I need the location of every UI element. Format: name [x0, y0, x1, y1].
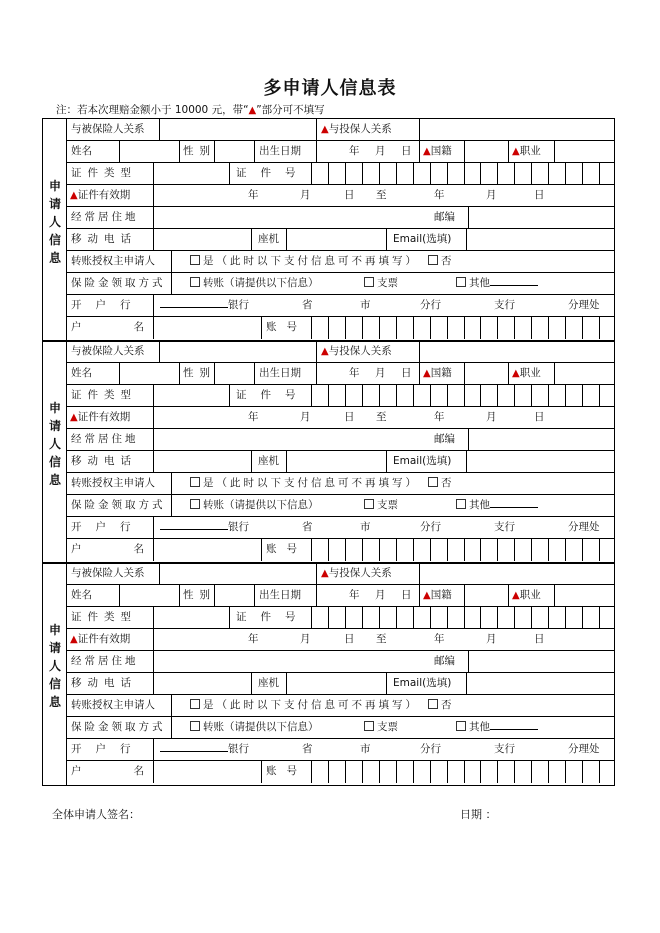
- digit-cell[interactable]: [497, 539, 514, 561]
- rel-holder-label: ▲与投保人关系: [316, 563, 419, 584]
- email-field[interactable]: [466, 229, 616, 250]
- address-row: [67, 429, 614, 451]
- postcode-label: 邮编: [434, 433, 455, 445]
- triangle-icon: ▲: [321, 346, 329, 357]
- digit-cell[interactable]: [531, 385, 548, 406]
- basic-info-row: [67, 585, 614, 607]
- date-label: 日期 ：: [460, 808, 497, 821]
- rel-insured-label: 与被保险人关系: [71, 123, 145, 135]
- email-label: Email(选填): [386, 229, 466, 250]
- birth-field[interactable]: 年 月 日: [316, 363, 419, 384]
- digit-cell[interactable]: [345, 385, 362, 406]
- phone-row: [67, 229, 614, 251]
- digit-cell[interactable]: [565, 385, 582, 406]
- authorize-label: 转账授权主申请人: [71, 477, 155, 489]
- digit-cell[interactable]: [514, 385, 531, 406]
- triangle-icon: ▲: [512, 590, 520, 601]
- cheque-checkbox[interactable]: 支票: [364, 717, 398, 738]
- digit-cell[interactable]: [582, 163, 599, 184]
- applicant-block-1: [42, 118, 615, 342]
- digit-cell[interactable]: [430, 385, 447, 406]
- signature-label: 全体申请人签名：: [52, 808, 140, 821]
- digit-cell[interactable]: [362, 317, 379, 339]
- digit-cell[interactable]: [430, 761, 447, 783]
- mobile-field[interactable]: [153, 673, 251, 694]
- address-row: [67, 207, 614, 229]
- authorize-options: [171, 473, 616, 494]
- id-no-cells[interactable]: [311, 163, 616, 184]
- digit-cell[interactable]: [396, 385, 413, 406]
- applicant-section-label: 申 请 人 信 息: [43, 341, 67, 563]
- digit-cell[interactable]: [599, 761, 616, 783]
- triangle-icon: ▲: [512, 146, 520, 157]
- occupation-field[interactable]: [554, 141, 616, 162]
- digit-cell[interactable]: [379, 539, 396, 561]
- digit-cell[interactable]: [447, 761, 464, 783]
- digit-cell[interactable]: [565, 761, 582, 783]
- digit-cell[interactable]: [565, 539, 582, 561]
- rel-insured-label: 与被保险人关系: [71, 345, 145, 357]
- landline-label: 座机: [251, 451, 286, 472]
- digit-cell[interactable]: [582, 607, 599, 628]
- triangle-icon: ▲: [70, 412, 78, 423]
- authorize-no-checkbox[interactable]: 否: [428, 695, 452, 716]
- name-field[interactable]: [119, 141, 179, 162]
- holder-field[interactable]: [153, 539, 261, 561]
- authorize-options: [171, 695, 616, 716]
- digit-cell[interactable]: [430, 607, 447, 628]
- postcode-field[interactable]: [468, 651, 616, 672]
- name-label: 姓名: [71, 145, 92, 157]
- payment-method-row: [67, 717, 614, 739]
- address-label: 经常居住地: [71, 433, 139, 445]
- digit-cell[interactable]: [497, 607, 514, 628]
- digit-cell[interactable]: [311, 607, 328, 628]
- bank-field[interactable]: 银行 省 市 分行 支行 分理处: [153, 295, 616, 316]
- nationality-field[interactable]: [464, 363, 508, 384]
- digit-cell[interactable]: [464, 607, 481, 628]
- digit-cell[interactable]: [413, 163, 430, 184]
- digit-cell[interactable]: [599, 539, 616, 561]
- id-validity-row: [67, 629, 614, 651]
- digit-cell[interactable]: [582, 539, 599, 561]
- digit-cell[interactable]: [548, 607, 565, 628]
- digit-cell[interactable]: [345, 607, 362, 628]
- digit-cell[interactable]: [379, 163, 396, 184]
- digit-cell[interactable]: [311, 317, 328, 339]
- mobile-field[interactable]: [153, 229, 251, 250]
- digit-cell[interactable]: [379, 607, 396, 628]
- mobile-label: 移动电话: [71, 677, 137, 689]
- payment-method-row: [67, 495, 614, 517]
- mobile-label: 移动电话: [71, 455, 137, 467]
- authorize-options: [171, 251, 616, 272]
- address-field[interactable]: [153, 651, 428, 672]
- digit-cell[interactable]: [379, 317, 396, 339]
- id-valid-field[interactable]: 年 月 日 至 年 月 日: [153, 185, 616, 206]
- digit-cell[interactable]: [464, 163, 481, 184]
- id-validity-row: [67, 185, 614, 207]
- digit-cell[interactable]: [531, 539, 548, 561]
- basic-info-row: [67, 363, 614, 385]
- nationality-field[interactable]: [464, 141, 508, 162]
- bank-field[interactable]: 银行 省 市 分行 支行 分理处: [153, 517, 616, 538]
- authorize-label: 转账授权主申请人: [71, 699, 155, 711]
- digit-cell[interactable]: [480, 539, 497, 561]
- bank-label: 开户行: [71, 743, 145, 755]
- digit-cell[interactable]: [582, 317, 599, 339]
- digit-cell[interactable]: [379, 761, 396, 783]
- email-field[interactable]: [466, 451, 616, 472]
- gender-field[interactable]: [214, 141, 254, 162]
- cheque-checkbox[interactable]: 支票: [364, 495, 398, 516]
- gender-label: 性别: [179, 141, 214, 162]
- phone-row: [67, 673, 614, 695]
- digit-cell[interactable]: [599, 163, 616, 184]
- digit-cell[interactable]: [396, 163, 413, 184]
- birth-field[interactable]: 年 月 日: [316, 141, 419, 162]
- authorize-yes-checkbox[interactable]: 是（此时以下支付信息可不再填写）: [190, 695, 419, 716]
- bank-row: [67, 739, 614, 761]
- digit-cell[interactable]: [480, 163, 497, 184]
- account-label: 账号: [261, 317, 311, 339]
- applicant-section-label: 申 请 人 信 息: [43, 563, 67, 785]
- method-label: 保险金领取方式: [71, 277, 166, 289]
- transfer-checkbox[interactable]: 转账（请提供以下信息）: [190, 495, 319, 516]
- digit-cell[interactable]: [379, 385, 396, 406]
- gender-field[interactable]: [214, 363, 254, 384]
- landline-label: 座机: [251, 229, 286, 250]
- digit-cell[interactable]: [565, 317, 582, 339]
- relationship-row: [67, 119, 614, 141]
- birth-field[interactable]: 年 月 日: [316, 585, 419, 606]
- triangle-icon: ▲: [248, 105, 257, 116]
- phone-row: [67, 451, 614, 473]
- digit-cell[interactable]: [345, 761, 362, 783]
- landline-field[interactable]: [286, 673, 386, 694]
- occupation-field[interactable]: [554, 585, 616, 606]
- method-label: 保险金领取方式: [71, 721, 166, 733]
- id-valid-label: ▲证件有效期: [70, 633, 131, 645]
- nationality-label: ▲国籍: [419, 585, 464, 606]
- digit-cell[interactable]: [599, 607, 616, 628]
- digit-cell[interactable]: [497, 317, 514, 339]
- triangle-icon: ▲: [423, 590, 431, 601]
- account-cells[interactable]: [311, 761, 616, 783]
- transfer-checkbox[interactable]: 转账（请提供以下信息）: [190, 273, 319, 294]
- name-field[interactable]: [119, 585, 179, 606]
- digit-cell[interactable]: [548, 385, 565, 406]
- id-no-label: 证件号: [229, 607, 311, 628]
- triangle-icon: ▲: [423, 368, 431, 379]
- triangle-icon: ▲: [70, 634, 78, 645]
- digit-cell[interactable]: [362, 163, 379, 184]
- digit-cell[interactable]: [599, 317, 616, 339]
- digit-cell[interactable]: [413, 317, 430, 339]
- id-type-label: 证件类型: [71, 611, 137, 623]
- name-label: 姓名: [71, 367, 92, 379]
- birth-label: 出生日期: [254, 585, 316, 606]
- postcode-label: 邮编: [434, 655, 455, 667]
- digit-cell[interactable]: [514, 163, 531, 184]
- id-no-label: 证件号: [229, 163, 311, 184]
- nationality-label: ▲国籍: [419, 363, 464, 384]
- id-row: [67, 385, 614, 407]
- digit-cell[interactable]: [430, 539, 447, 561]
- payment-method-row: [67, 273, 614, 295]
- digit-cell[interactable]: [447, 163, 464, 184]
- account-cells[interactable]: [311, 539, 616, 561]
- digit-cell[interactable]: [328, 607, 345, 628]
- digit-cell[interactable]: [497, 163, 514, 184]
- digit-cell[interactable]: [447, 607, 464, 628]
- bank-label: 开户行: [71, 521, 145, 533]
- triangle-icon: ▲: [321, 568, 329, 579]
- id-valid-field[interactable]: 年 月 日 至 年 月 日: [153, 629, 616, 650]
- id-no-cells[interactable]: [311, 607, 616, 628]
- authorize-no-checkbox[interactable]: 否: [428, 473, 452, 494]
- digit-cell[interactable]: [328, 317, 345, 339]
- triangle-icon: ▲: [512, 368, 520, 379]
- gender-field[interactable]: [214, 585, 254, 606]
- other-checkbox[interactable]: 其他: [456, 717, 538, 738]
- holder-field[interactable]: [153, 317, 261, 339]
- page-title: 多申请人信息表: [263, 78, 397, 99]
- digit-cell[interactable]: [345, 539, 362, 561]
- method-label: 保险金领取方式: [71, 499, 166, 511]
- digit-cell[interactable]: [582, 385, 599, 406]
- applicant-section-label: 申 请 人 信 息: [43, 119, 67, 341]
- email-label: Email(选填): [386, 673, 466, 694]
- authorize-yes-checkbox[interactable]: 是（此时以下支付信息可不再填写）: [190, 251, 419, 272]
- digit-cell[interactable]: [311, 163, 328, 184]
- occupation-label: ▲职业: [508, 141, 554, 162]
- mobile-label: 移动电话: [71, 233, 137, 245]
- rel-holder-label: ▲与投保人关系: [316, 119, 419, 140]
- rel-insured-field[interactable]: [159, 563, 316, 584]
- digit-cell[interactable]: [548, 761, 565, 783]
- authorize-row: [67, 473, 614, 495]
- digit-cell[interactable]: [548, 163, 565, 184]
- digit-cell[interactable]: [345, 163, 362, 184]
- account-cells[interactable]: [311, 317, 616, 339]
- digit-cell[interactable]: [413, 539, 430, 561]
- digit-cell[interactable]: [565, 607, 582, 628]
- digit-cell[interactable]: [531, 761, 548, 783]
- digit-cell[interactable]: [413, 385, 430, 406]
- bank-label: 开户行: [71, 299, 145, 311]
- digit-cell[interactable]: [464, 385, 481, 406]
- id-valid-label: ▲证件有效期: [70, 411, 131, 423]
- holder-label: 户名: [71, 321, 196, 333]
- relationship-row: [67, 563, 614, 585]
- gender-label: 性别: [179, 585, 214, 606]
- account-label: 账号: [261, 539, 311, 561]
- id-type-field[interactable]: [153, 607, 229, 628]
- holder-field[interactable]: [153, 761, 261, 783]
- digit-cell[interactable]: [531, 607, 548, 628]
- id-no-label: 证件号: [229, 385, 311, 406]
- bank-row: [67, 295, 614, 317]
- transfer-checkbox[interactable]: 转账（请提供以下信息）: [190, 717, 319, 738]
- account-label: 账号: [261, 761, 311, 783]
- rel-holder-field[interactable]: [419, 563, 616, 584]
- account-row: [67, 317, 614, 339]
- address-row: [67, 651, 614, 673]
- digit-cell[interactable]: [480, 607, 497, 628]
- digit-cell[interactable]: [548, 317, 565, 339]
- account-row: [67, 539, 614, 561]
- holder-label: 户名: [71, 765, 196, 777]
- rel-holder-label: ▲与投保人关系: [316, 341, 419, 362]
- digit-cell[interactable]: [514, 317, 531, 339]
- digit-cell[interactable]: [497, 385, 514, 406]
- digit-cell[interactable]: [328, 163, 345, 184]
- id-type-label: 证件类型: [71, 389, 137, 401]
- account-row: [67, 761, 614, 783]
- digit-cell[interactable]: [514, 539, 531, 561]
- digit-cell[interactable]: [599, 385, 616, 406]
- rel-insured-field[interactable]: [159, 119, 316, 140]
- digit-cell[interactable]: [514, 607, 531, 628]
- digit-cell[interactable]: [362, 607, 379, 628]
- digit-cell[interactable]: [311, 761, 328, 783]
- digit-cell[interactable]: [464, 761, 481, 783]
- digit-cell[interactable]: [480, 761, 497, 783]
- birth-label: 出生日期: [254, 141, 316, 162]
- occupation-label: ▲职业: [508, 363, 554, 384]
- applicant-block-3: [42, 562, 615, 786]
- digit-cell[interactable]: [514, 761, 531, 783]
- gender-label: 性别: [179, 363, 214, 384]
- applicant-block-2: [42, 340, 615, 564]
- triangle-icon: ▲: [423, 146, 431, 157]
- digit-cell[interactable]: [447, 385, 464, 406]
- digit-cell[interactable]: [565, 163, 582, 184]
- nationality-label: ▲国籍: [419, 141, 464, 162]
- digit-cell[interactable]: [396, 539, 413, 561]
- id-no-cells[interactable]: [311, 385, 616, 406]
- id-row: [67, 163, 614, 185]
- digit-cell[interactable]: [311, 385, 328, 406]
- digit-cell[interactable]: [531, 317, 548, 339]
- bank-row: [67, 517, 614, 539]
- digit-cell[interactable]: [430, 317, 447, 339]
- triangle-icon: ▲: [70, 190, 78, 201]
- address-label: 经常居住地: [71, 655, 139, 667]
- authorize-yes-checkbox[interactable]: 是（此时以下支付信息可不再填写）: [190, 473, 419, 494]
- birth-label: 出生日期: [254, 363, 316, 384]
- holder-label: 户名: [71, 543, 196, 555]
- other-checkbox[interactable]: 其他: [456, 495, 538, 516]
- rel-holder-field[interactable]: [419, 119, 616, 140]
- digit-cell[interactable]: [362, 761, 379, 783]
- occupation-field[interactable]: [554, 363, 616, 384]
- id-valid-label: ▲证件有效期: [70, 189, 131, 201]
- postcode-label: 邮编: [434, 211, 455, 223]
- digit-cell[interactable]: [464, 539, 481, 561]
- digit-cell[interactable]: [531, 163, 548, 184]
- authorize-row: [67, 695, 614, 717]
- id-valid-field[interactable]: 年 月 日 至 年 月 日: [153, 407, 616, 428]
- rel-insured-label: 与被保险人关系: [71, 567, 145, 579]
- email-label: Email(选填): [386, 451, 466, 472]
- cheque-checkbox[interactable]: 支票: [364, 273, 398, 294]
- digit-cell[interactable]: [362, 539, 379, 561]
- digit-cell[interactable]: [311, 539, 328, 561]
- fill-note: 注：若本次理赔金额小于 10000 元，带“▲”部分可不填写: [56, 104, 325, 116]
- mobile-field[interactable]: [153, 451, 251, 472]
- id-validity-row: [67, 407, 614, 429]
- authorize-no-checkbox[interactable]: 否: [428, 251, 452, 272]
- address-label: 经常居住地: [71, 211, 139, 223]
- name-field[interactable]: [119, 363, 179, 384]
- occupation-label: ▲职业: [508, 585, 554, 606]
- postcode-field[interactable]: [468, 429, 616, 450]
- digit-cell[interactable]: [328, 761, 345, 783]
- landline-label: 座机: [251, 673, 286, 694]
- method-options: [171, 273, 616, 294]
- method-options: [171, 495, 616, 516]
- address-field[interactable]: [153, 429, 428, 450]
- digit-cell[interactable]: [447, 539, 464, 561]
- digit-cell[interactable]: [480, 317, 497, 339]
- digit-cell[interactable]: [548, 539, 565, 561]
- bank-field[interactable]: 银行 省 市 分行 支行 分理处: [153, 739, 616, 760]
- rel-insured-field[interactable]: [159, 341, 316, 362]
- digit-cell[interactable]: [328, 539, 345, 561]
- authorize-label: 转账授权主申请人: [71, 255, 155, 267]
- address-field[interactable]: [153, 207, 428, 228]
- triangle-icon: ▲: [321, 124, 329, 135]
- relationship-row: [67, 341, 614, 363]
- digit-cell[interactable]: [430, 163, 447, 184]
- digit-cell[interactable]: [447, 317, 464, 339]
- digit-cell[interactable]: [413, 761, 430, 783]
- postcode-field[interactable]: [468, 207, 616, 228]
- id-type-label: 证件类型: [71, 167, 137, 179]
- basic-info-row: [67, 141, 614, 163]
- digit-cell[interactable]: [396, 607, 413, 628]
- rel-holder-field[interactable]: [419, 341, 616, 362]
- digit-cell[interactable]: [362, 385, 379, 406]
- digit-cell[interactable]: [328, 385, 345, 406]
- method-options: [171, 717, 616, 738]
- landline-field[interactable]: [286, 229, 386, 250]
- digit-cell[interactable]: [396, 761, 413, 783]
- name-label: 姓名: [71, 589, 92, 601]
- landline-field[interactable]: [286, 451, 386, 472]
- authorize-row: [67, 251, 614, 273]
- nationality-field[interactable]: [464, 585, 508, 606]
- digit-cell[interactable]: [480, 385, 497, 406]
- digit-cell[interactable]: [497, 761, 514, 783]
- id-type-field[interactable]: [153, 385, 229, 406]
- other-checkbox[interactable]: 其他: [456, 273, 538, 294]
- digit-cell[interactable]: [396, 317, 413, 339]
- digit-cell[interactable]: [413, 607, 430, 628]
- digit-cell[interactable]: [345, 317, 362, 339]
- id-type-field[interactable]: [153, 163, 229, 184]
- id-row: [67, 607, 614, 629]
- digit-cell[interactable]: [464, 317, 481, 339]
- email-field[interactable]: [466, 673, 616, 694]
- digit-cell[interactable]: [582, 761, 599, 783]
